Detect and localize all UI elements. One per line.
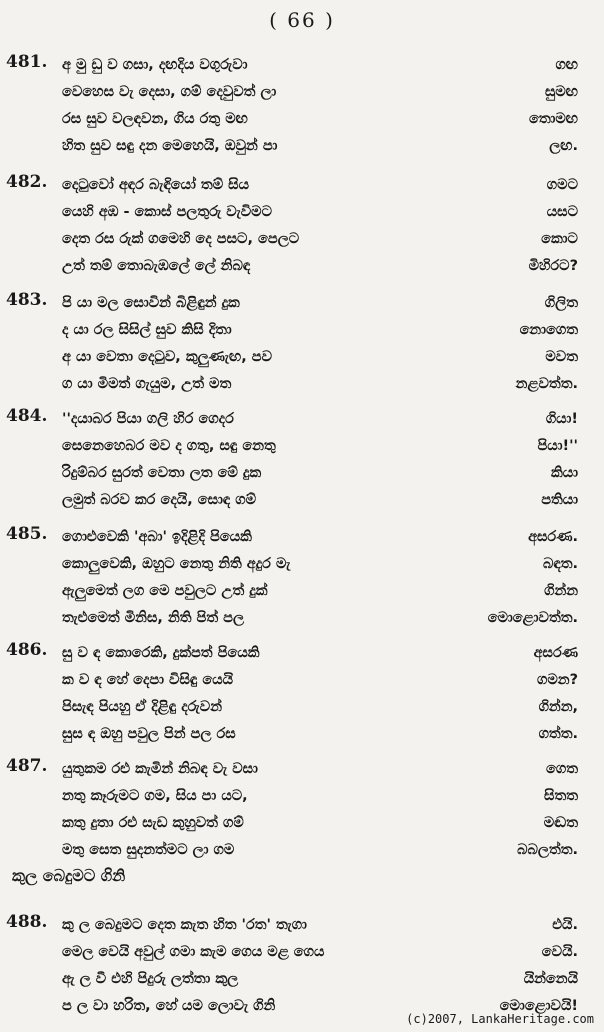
verse-line-text: හිත සුව සඳු දන මෙහෙයි, ඔවුන් පා xyxy=(62,138,278,154)
verse-number: 484. xyxy=(6,406,48,426)
verse-line-text: කතු දුතා රළු සැඩ කුහුවත් ගම් xyxy=(62,815,244,831)
verse-line xyxy=(0,172,604,198)
verse-line-text: ඇ ල වී එහි පිදුරු ලත්තා කුල xyxy=(62,971,239,987)
verse-line-text: ද යා රල සිසිල් සුව කිසි දිතා xyxy=(62,322,232,338)
verse-line-text: ''දයාබර පියා ගලි හිර ගෙදර xyxy=(62,411,234,427)
verse-line xyxy=(0,79,604,105)
verse-line xyxy=(0,133,604,159)
verse-line-end-word: සුමඟ xyxy=(544,84,578,100)
verse-line-end-word: ගඟ xyxy=(555,57,578,73)
verse-line-end-word: බඳත. xyxy=(542,556,578,572)
verse-line xyxy=(0,487,604,513)
verse-line-end-word: පතියා xyxy=(541,492,578,508)
verse-line-text: කොලුවෙකි, ඔහුට නෙතු නිති අදුර මැ xyxy=(62,556,291,572)
verse-line xyxy=(0,810,604,836)
verse-line-end-word: යසට xyxy=(546,204,578,220)
verse-line-text: සු ව ඳ කොරෙකි, දුක්පත් පියෙකි xyxy=(62,645,260,661)
verse-line-end-word: ගත්ත. xyxy=(538,726,578,742)
verse-line-end-word: සිතත xyxy=(544,788,578,804)
verse-line-text: තැළුමෙත් මිනිස, නිති පිත් පල xyxy=(62,610,245,626)
verse-line-text: පි යා මල සොවින් බිළිඳුන් දුක xyxy=(62,295,240,311)
verse-line xyxy=(0,253,604,279)
verse-number: 486. xyxy=(6,640,48,660)
verse-line-end-word: කියා xyxy=(551,465,578,481)
verse-line-text: නතු කෑරුමට ගම, සිය පා යට, xyxy=(62,788,248,804)
verse-line-end-word: ලඟ. xyxy=(549,138,578,154)
verse-line-text: කු ල බෙදුමට දෙත කැත හිත 'රත' තැගා xyxy=(62,917,307,933)
verse-line xyxy=(0,433,604,459)
verse-number: 483. xyxy=(6,290,48,310)
verse-line-end-word: ගිලිත xyxy=(544,295,578,311)
verse-line-end-word: තොමඟ xyxy=(528,111,578,127)
verse-line xyxy=(0,317,604,343)
verse-line xyxy=(0,756,604,782)
verse-line-text: රස සුව වලඳවන, ගිය රතු මඟ xyxy=(62,111,248,127)
verse-line xyxy=(0,371,604,397)
section-title: කුල බෙදුමට ගිනි xyxy=(12,866,126,885)
verse-line-end-word: මඬත xyxy=(543,815,578,831)
verse-line-text: ලමුත් බරව කර දෙයි, සොඳ ගම් xyxy=(62,492,257,508)
verse-line-text: දෙත රස රුක් ගමෙහි දෙ පසට, පෙලට xyxy=(62,231,300,247)
verse-line xyxy=(0,551,604,577)
verse-line-end-word: ගින්න, xyxy=(538,699,578,715)
verse-line-text: සුස ඳ ඔහු පවුල පින් පල රස xyxy=(62,726,236,742)
verse-line-end-word: ගමට xyxy=(546,177,578,193)
verse-line-end-word: මිහිරට? xyxy=(528,258,578,274)
verse-line-text: ගොළුවෙකි 'අබා' ඉදිළිදි පියෙකි xyxy=(62,529,252,545)
verse-line-text: ඇලුමෙත් ලග මෙ පවුලට උත් දුක් xyxy=(62,583,268,599)
verse-line-end-word: මොළොවත්ත. xyxy=(487,610,578,626)
verse-line xyxy=(0,667,604,693)
verse-line-text: යෙහි අඹ - කොස් පලතුරු වැවිමට xyxy=(62,204,273,220)
verse-line xyxy=(0,640,604,666)
verse-line xyxy=(0,344,604,370)
verse-number: 485. xyxy=(6,524,48,544)
verse-line xyxy=(0,460,604,486)
verse-line xyxy=(0,783,604,809)
verse-line-end-word: අසරණ xyxy=(533,645,578,661)
verse-line-text: ක ව ඳ හේ දෙපා විසිඳු යෙයි xyxy=(62,672,234,688)
verse-line-end-word: මවත xyxy=(545,349,578,365)
verse-number: 487. xyxy=(6,756,48,776)
verse-line-text: ග යා මිමත් ගැයුම, උත් මත xyxy=(62,376,232,392)
verse-number: 481. xyxy=(6,52,48,72)
verse-line-text: රිදුම්බර සුරත් වෙතා ලත මේ දුක xyxy=(62,465,262,481)
verse-line xyxy=(0,912,604,938)
verse-line-text: අ මු ඩු ව ගසා, දඟදිය වගුරුවා xyxy=(62,57,248,73)
verse-line-text: පිසැඳ පියහු ඒ දිළිඳු දරුවන් xyxy=(62,699,223,715)
verse-line-end-word: ගියා! xyxy=(545,411,578,427)
verse-line-end-word: කොට xyxy=(541,231,578,247)
verse-line-text: මතු සෙත සුදනත්මට ලා ගම xyxy=(62,842,235,858)
page-number: ( 66 ) xyxy=(269,8,335,32)
verse-line-text: වෙහෙස වැ දෙසා, ගම් දෙවුවත් ලා xyxy=(62,84,277,100)
verse-line-end-word: යින්නෙයි xyxy=(523,971,578,987)
verse-line xyxy=(0,966,604,992)
verse-line-end-word: ගින්න xyxy=(544,583,578,599)
verse-line xyxy=(0,578,604,604)
verse-line-end-word: බබලත්ත. xyxy=(517,842,578,858)
verse-line-text: මෙල වෙයි අවුල් ගමා කැම ගෙය මළ ගෙය xyxy=(62,944,325,960)
verse-line xyxy=(0,290,604,316)
verse-line xyxy=(0,406,604,432)
verse-line-end-word: නොගෙත xyxy=(519,322,578,338)
verse-line xyxy=(0,199,604,225)
verse-line xyxy=(0,939,604,965)
verse-line-end-word: අසරණ. xyxy=(528,529,578,545)
verse-line-end-word: ගමන? xyxy=(537,672,578,688)
verse-line-end-word: පියා!'' xyxy=(537,438,578,454)
verse-line-end-word: වෙයි. xyxy=(541,944,578,960)
verse-line-text: ප ල වා හරිත, හේ යම ලොවැ ගිනි xyxy=(62,998,276,1014)
verse-line-text: යුතුකම රළු කැමින් නිබඳ වැ වසා xyxy=(62,761,258,777)
verse-line-end-word: ගෙත xyxy=(545,761,578,777)
verse-line xyxy=(0,721,604,747)
verse-line xyxy=(0,605,604,631)
verse-line-end-word: එයි. xyxy=(552,917,578,933)
verse-number: 482. xyxy=(6,172,48,192)
verse-line xyxy=(0,694,604,720)
verse-number: 488. xyxy=(6,912,48,932)
verse-line-end-word: මොළොවයි! xyxy=(499,998,578,1014)
verse-line-text: දෙටුවෝ අඳර බැඳියෝ තම් සිය xyxy=(62,177,250,193)
verse-line xyxy=(0,226,604,252)
verse-line-text: අ යා වෙතා දෙටුව, කුලුණැඟ, පව xyxy=(62,349,272,365)
verse-line xyxy=(0,524,604,550)
verse-line xyxy=(0,837,604,863)
verse-line-text: සෙනෙහෙබර මව ද ගතු, සඳු නෙතු xyxy=(62,438,276,454)
verse-line-text: උත් තම් තොබැඹලේ ලේ නිබඳ xyxy=(62,258,251,274)
copyright-notice: (c)2007, LankaHeritage.com xyxy=(406,1012,594,1026)
verse-line xyxy=(0,106,604,132)
verse-line-end-word: නළවත්ත. xyxy=(515,376,578,392)
verse-line xyxy=(0,52,604,78)
